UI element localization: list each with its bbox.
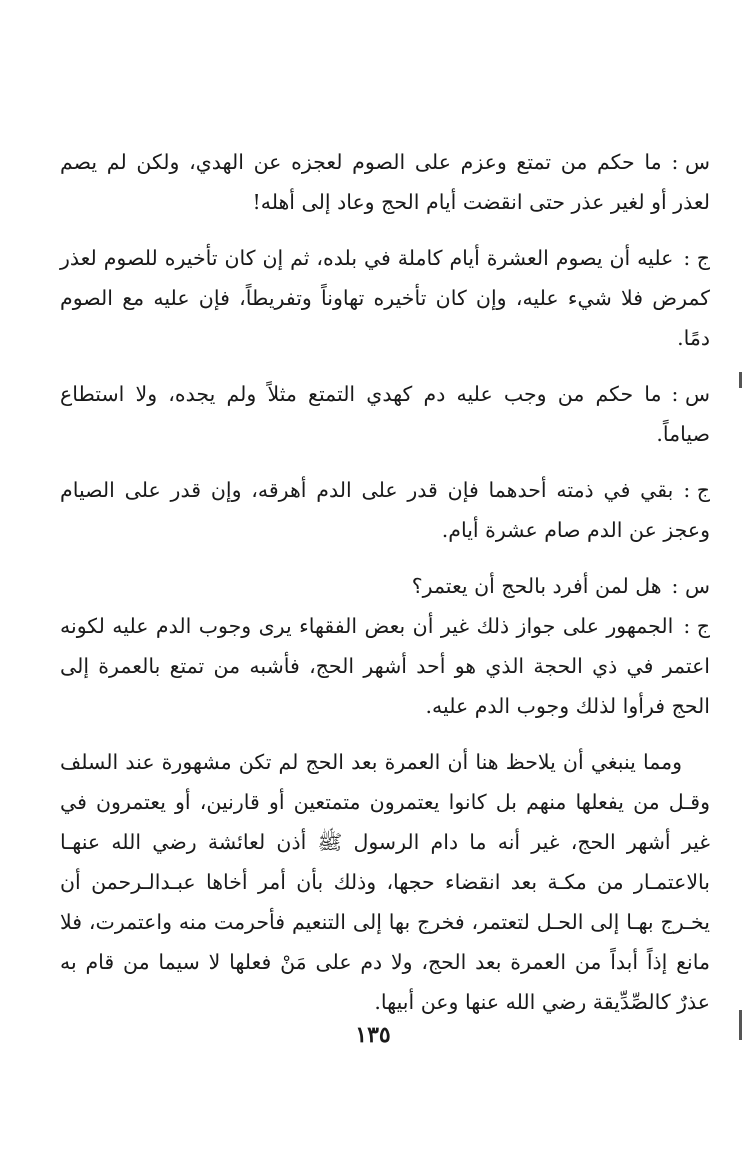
question-label: س : [671, 382, 710, 406]
answer-label: ج : [683, 478, 710, 502]
answer-1 [60, 238, 710, 358]
answer-label: ج : [683, 246, 710, 270]
question-label: س : [671, 150, 710, 174]
page-edge-mark [739, 372, 742, 388]
question-text: ما حكم من وجب عليه دم كهدي التمتع مثلاً ولم يجده، ولا استطاع صياماً. [60, 382, 710, 446]
question-1 [60, 142, 710, 222]
page-number: ١٣٥ [355, 1022, 391, 1048]
question-2 [60, 374, 710, 454]
closing-paragraph: ومما ينبغي أن يلاحظ هنا أن العمرة بعد الحج لم تكن مشهورة عند السلف وقـل من يفعلها منهم بل كانوا يعتمرون متمتعين أو قارنين، أو يعتمرون في غير أشهر الحج، غير أنه ما دام الرسول ﷺ أذن لعائشة رضي الله عنهـا بالاعتمـار من مكـة بعد انقضاء حجها، وذلك بأن أمر أخاها عبـدالـرحمن أن يخـرج بهـا إلى الحـل لتعتمر، فخرج بها إلى التنعيم فأحرمت منه واعتمرت، فلا مانع إذاً أبداً من العمرة بعد الحج، ولا دم على مَنْ فعلها لا سيما من قام به عذرٌ كالصِّدِّيقة رضي الله عنها وعن أبيها. [60, 750, 710, 1014]
question-text: هل لمن أفرد بالحج أن يعتمر؟ [411, 574, 662, 598]
question-text: ما حكم من تمتع وعزم على الصوم لعجزه عن الهدي، ولكن لم يصم لعذر أو لغير عذر حتى انقضت أيام الحج وعاد إلى أهله! [60, 150, 710, 214]
page-body [60, 142, 710, 1022]
question-label: س : [671, 574, 710, 598]
answer-label: ج : [683, 614, 710, 638]
answer-3 [60, 606, 710, 726]
answer-text: عليه أن يصوم العشرة أيام كاملة في بلده، ثم إن كان تأخيره للصوم لعذر كمرض فلا شيء عليه، وإن كان تأخيره تهاوناً وتفريطاً، فإن عليه مع الصوم دمًا. [60, 246, 710, 350]
question-3 [60, 566, 710, 606]
answer-2 [60, 470, 710, 550]
answer-text: الجمهور على جواز ذلك غير أن بعض الفقهاء يرى وجوب الدم عليه لكونه اعتمر في ذي الحجة الذي هو أحد أشهر الحج، فأشبه من تمتع بالعمرة إلى الحج فرأوا لذلك وجوب الدم عليه. [60, 614, 710, 718]
answer-text: بقي في ذمته أحدهما فإن قدر على الدم أهرقه، وإن قدر على الصيام وعجز عن الدم صام عشرة أيام. [60, 478, 710, 542]
page-edge-mark [739, 1010, 742, 1040]
